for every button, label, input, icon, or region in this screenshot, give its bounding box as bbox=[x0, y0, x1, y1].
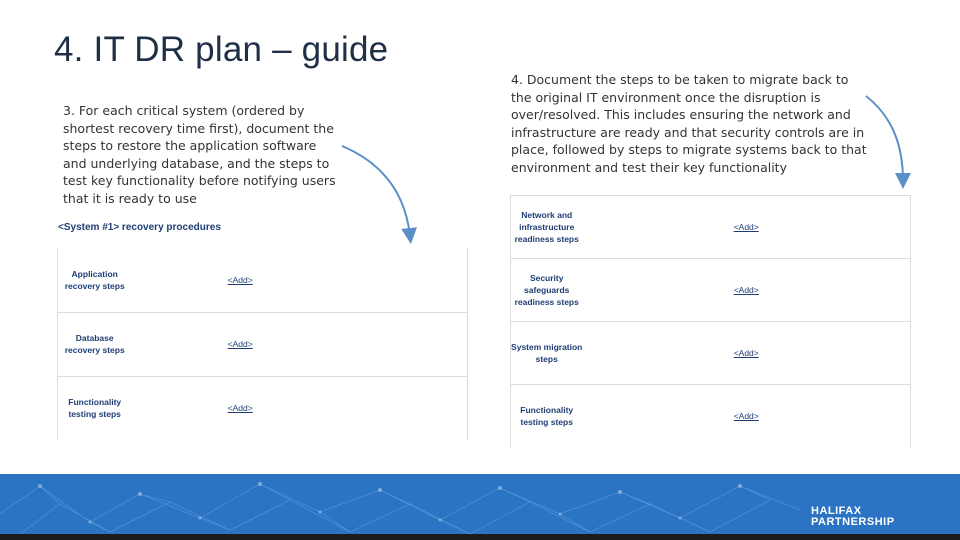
table-row bbox=[58, 248, 468, 312]
row-value[interactable]: <Add> bbox=[131, 312, 467, 376]
row-value[interactable]: <Add> bbox=[582, 259, 910, 322]
halifax-partnership-logo bbox=[811, 506, 895, 528]
recovery-procedures-heading: <System #1> recovery procedures bbox=[58, 222, 221, 233]
logo-line-1: HALIFAX bbox=[811, 505, 862, 517]
row-label: Application recovery steps bbox=[58, 248, 132, 312]
footer-bottom-bar bbox=[0, 534, 960, 540]
row-label: Functionality testing steps bbox=[520, 405, 574, 428]
table-row bbox=[58, 376, 468, 440]
table-row bbox=[58, 312, 468, 376]
logo-line-2: PARTNERSHIP bbox=[811, 516, 895, 528]
row-label: Database recovery steps bbox=[58, 312, 132, 376]
row-label: Network and infrastructure readiness steps bbox=[511, 196, 583, 259]
row-label: System migration steps bbox=[511, 322, 583, 385]
row-value[interactable]: <Add> bbox=[582, 322, 910, 385]
row-value[interactable]: <Add> bbox=[227, 403, 253, 414]
table-row bbox=[511, 196, 911, 259]
row-value[interactable]: <Add> bbox=[582, 196, 910, 259]
step-3-text: 3. For each critical system (ordered by shortest recovery time first), document the steps to restore the application software and underlying database, and the steps to test key functionality before notifying users that it is ready to use bbox=[63, 103, 336, 206]
table-row bbox=[511, 259, 911, 322]
footer-band bbox=[0, 474, 960, 540]
table-row bbox=[511, 385, 911, 448]
table-row bbox=[511, 322, 911, 385]
recovery-procedures-table bbox=[57, 248, 468, 440]
row-value[interactable]: <Add> bbox=[733, 411, 759, 422]
step-4-text: 4. Document the steps to be taken to migrate back to the original IT environment once the disruption is over/resolved. This includes ensuring the network and infrastructure are ready and that security controls are in place, followed by steps to migrate systems back to that environment and test their key functionality bbox=[511, 72, 867, 175]
slide-title: 4. IT DR plan – guide bbox=[54, 30, 389, 69]
migration-steps-table bbox=[510, 195, 911, 448]
row-label: Security safeguards readiness steps bbox=[511, 259, 583, 322]
row-value[interactable]: <Add> bbox=[131, 248, 467, 312]
row-label: Functionality testing steps bbox=[68, 397, 122, 420]
